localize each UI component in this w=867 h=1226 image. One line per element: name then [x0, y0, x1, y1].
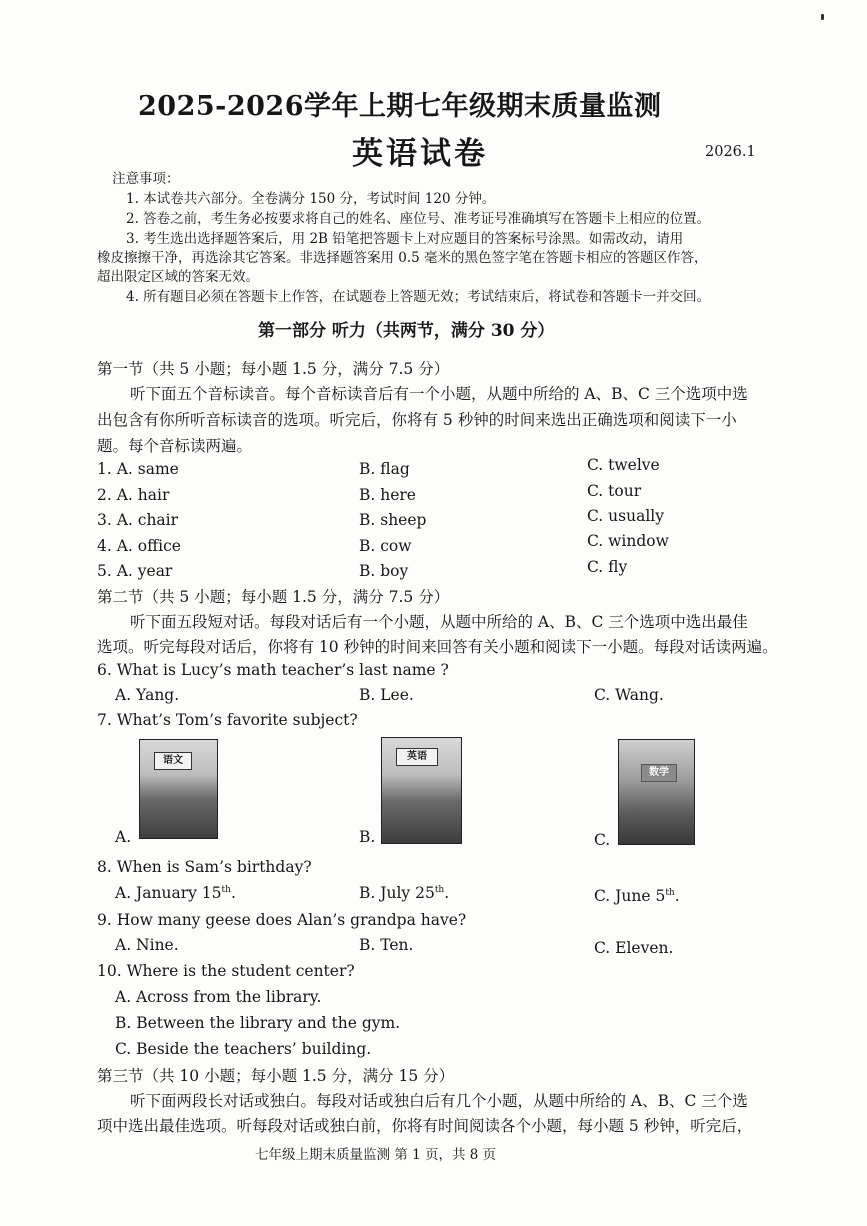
- chinese-textbook-label: 语文: [154, 752, 192, 770]
- q5-option-c: C. fly: [587, 558, 628, 576]
- q6-option-c: C. Wang.: [594, 686, 664, 704]
- notes-heading: 注意事项：: [112, 171, 180, 187]
- q5-option-a: 5. A. year: [97, 562, 173, 580]
- section-3-instruction-2: 项中选出最佳选项。听每段对话或独白前，你将有时间阅读各个小题，每小题 5 秒钟，听完后，: [97, 1117, 753, 1135]
- q8-option-a-period: .: [230, 884, 236, 902]
- q1-option-a: 1. A. same: [97, 460, 179, 478]
- note-2: 2. 答卷之前，考生务必按要求将自己的姓名、座位号、准考证号准确填写在答题卡上相应的位置。: [126, 211, 711, 227]
- q8-option-b-period: .: [444, 884, 450, 902]
- section-2-instruction-2: 选项。听完每段对话后，你将有 10 秒钟的时间来回答有关小题和阅读下一小题。每段对话读两遍。: [97, 638, 778, 656]
- q9-option-c: C. Eleven.: [594, 939, 674, 957]
- q2-option-c: C. tour: [587, 482, 642, 500]
- section-2-instruction-1: 听下面五段短对话。每段对话后有一个小题，从题中所给的 A、B、C 三个选项中选出最佳: [130, 613, 748, 631]
- chinese-textbook-image: [139, 739, 218, 839]
- q8-question: 8. When is Sam’s birthday?: [97, 858, 312, 876]
- q9-option-a: A. Nine.: [115, 936, 179, 954]
- section-3-instruction-1: 听下面两段长对话或独白。每段对话或独白后有几个小题，从题中所给的 A、B、C 三个选: [130, 1092, 748, 1110]
- q8-option-b: [359, 884, 449, 902]
- english-textbook-label: 英语: [396, 748, 438, 766]
- q8-option-b-text: B. July 25: [359, 884, 435, 902]
- q1-option-c: C. twelve: [587, 456, 660, 474]
- math-textbook-image: [618, 739, 695, 845]
- q6-question: 6. What is Lucy’s math teacher’s last name ?: [97, 661, 449, 679]
- q6-option-b: B. Lee.: [359, 686, 414, 704]
- q7-option-b-letter: B.: [359, 828, 376, 846]
- q3-option-a: 3. A. chair: [97, 511, 179, 529]
- q7-option-c-letter: C.: [594, 831, 611, 849]
- q3-option-b: B. sheep: [359, 511, 427, 529]
- q10-option-a: A. Across from the library.: [115, 988, 322, 1006]
- q8-option-c-suffix: th: [665, 887, 675, 898]
- english-textbook-image: [381, 737, 462, 844]
- section-1-instruction-1: 听下面五个音标读音。每个音标读音后有一个小题，从题中所给的 A、B、C 三个选项中选: [130, 385, 748, 403]
- section-1-instruction-3: 题。每个音标读两遍。: [97, 437, 253, 455]
- q7-question: 7. What’s Tom’s favorite subject?: [97, 711, 358, 729]
- section-2-title: 第二节（共 5 小题；每小题 1.5 分，满分 7.5 分）: [97, 588, 450, 606]
- q8-option-b-suffix: th: [434, 884, 445, 895]
- note-3-line-3: 超出限定区域的答案无效。: [97, 269, 259, 285]
- exam-subject-title: 英语试卷: [352, 136, 488, 172]
- q7-option-a-letter: A.: [115, 828, 132, 846]
- q4-option-c: C. window: [587, 532, 669, 550]
- q5-option-b: B. boy: [359, 562, 409, 580]
- q1-option-b: B. flag: [359, 460, 410, 478]
- q10-question: 10. Where is the student center?: [97, 962, 355, 980]
- q4-option-a: 4. A. office: [97, 537, 181, 555]
- section-1-title: 第一节（共 5 小题；每小题 1.5 分，满分 7.5 分）: [97, 360, 450, 378]
- q8-option-c-period: .: [674, 887, 680, 905]
- q8-option-a-text: A. January 15: [115, 884, 222, 902]
- exam-date: 2026.1: [705, 144, 756, 160]
- note-3-line-2: 橡皮擦擦干净，再选涂其它答案。非选择题答案用 0.5 毫米的黑色签字笔在答题卡相应的答题区作答，: [97, 250, 708, 266]
- q8-option-a-suffix: th: [221, 884, 231, 895]
- note-4: 4. 所有题目必须在答题卡上作答，在试题卷上答题无效；考试结束后，将试卷和答题卡一并交回。: [126, 289, 711, 305]
- scan-mark: [821, 14, 824, 20]
- page-footer: 七年级上期末质量监测 第 1 页，共 8 页: [255, 1147, 497, 1163]
- q2-option-a: 2. A. hair: [97, 486, 170, 504]
- q3-option-c: C. usually: [587, 507, 664, 525]
- exam-title: 2025-2026学年上期七年级期末质量监测: [138, 91, 662, 122]
- q2-option-b: B. here: [359, 486, 416, 504]
- q9-option-b: B. Ten.: [359, 936, 414, 954]
- section-1-instruction-2: 出包含有你所听音标读音的选项。听完后，你将有 5 秒钟的时间来选出正确选项和阅读下一小: [97, 411, 737, 429]
- q4-option-b: B. cow: [359, 537, 412, 555]
- note-1: 1. 本试卷共六部分。全卷满分 150 分，考试时间 120 分钟。: [126, 191, 496, 207]
- q8-option-a: [115, 884, 236, 902]
- q8-option-c: [594, 887, 680, 905]
- part-1-title: 第一部分 听力（共两节，满分 30 分）: [258, 321, 555, 341]
- q6-option-a: A. Yang.: [115, 686, 180, 704]
- q9-question: 9. How many geese does Alan’s grandpa have?: [97, 911, 467, 929]
- math-textbook-label: 数学: [641, 764, 677, 782]
- q8-option-c-text: C. June 5: [594, 887, 666, 905]
- q10-option-b: B. Between the library and the gym.: [115, 1014, 401, 1032]
- q10-option-c: C. Beside the teachers’ building.: [115, 1040, 372, 1058]
- note-3-line-1: 3. 考生选出选择题答案后，用 2B 铅笔把答题卡上对应题目的答案标号涂黑。如需改动，请用: [126, 231, 684, 247]
- section-3-title: 第三节（共 10 小题；每小题 1.5 分，满分 15 分）: [97, 1067, 455, 1085]
